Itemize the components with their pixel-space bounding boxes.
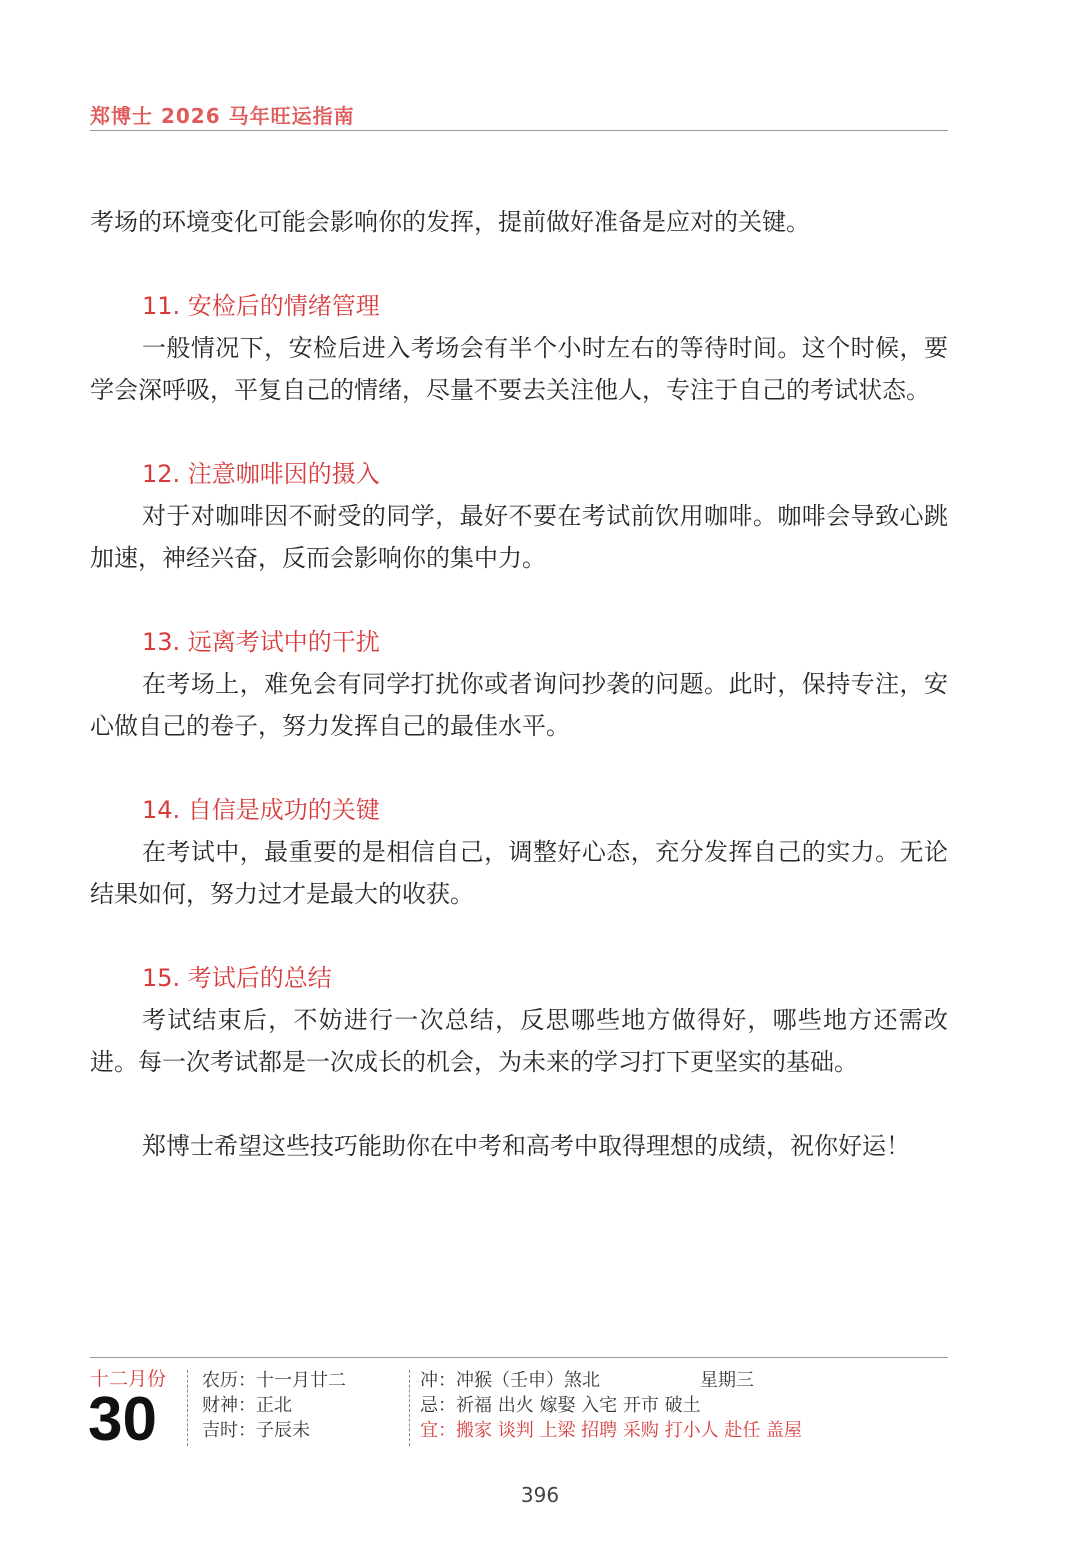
section-title-15: 15. 考试后的总结 [142,964,332,992]
section-title-13: 13. 远离考试中的干扰 [142,628,380,656]
wealth-god: 财神：正北 [202,1395,292,1416]
footer-info-col1 [202,1368,346,1443]
closing-paragraph: 郑博士希望这些技巧能助你在中考和高考中取得理想的成绩，祝你好运！ [142,1132,910,1160]
lucky-hours: 吉时：子辰未 [202,1420,310,1441]
section-title-14: 14. 自信是成功的关键 [142,796,380,824]
page-number: 396 [520,1483,560,1507]
header-title: 郑博士 2026 马年旺运指南 [90,104,355,128]
calendar-day: 30 [88,1385,157,1454]
suitable-info: 宜：搬家 谈判 上梁 招聘 采购 打小人 赴任 盖屋 [420,1420,803,1441]
section-text-14: 在考试中，最重要的是相信自己，调整好心态，充分发挥自己的实力。无论结果如何，努力过才是最大的收获。 [90,838,948,908]
section-text-13: 在考场上，难免会有同学打扰你或者询问抄袭的问题。此时，保持专注，安心做自己的卷子，努力发挥自己的最佳水平。 [90,670,948,740]
section-title-12: 12. 注意咖啡因的摄入 [142,460,380,488]
avoid-info: 忌：祈福 出火 嫁娶 入宅 开市 破土 [420,1395,701,1416]
calendar-month: 十二月份 [90,1368,167,1390]
section-title-11: 11. 安检后的情绪管理 [142,292,380,320]
page-header [90,96,948,131]
footer-divider [90,1357,948,1358]
section-text-11: 一般情况下，安检后进入考场会有半个小时左右的等待时间。这个时候，要学会深呼吸，平复自己的情绪，尽量不要去关注他人，专注于自己的考试状态。 [90,334,948,404]
section-text-12: 对于对咖啡因不耐受的同学，最好不要在考试前饮用咖啡。咖啡会导致心跳加速，神经兴奋，反而会影响你的集中力。 [90,502,948,572]
intro-paragraph: 考场的环境变化可能会影响你的发挥，提前做好准备是应对的关键。 [90,208,810,236]
weekday: 星期三 [700,1370,754,1391]
lunar-date: 农历：十一月廿二 [202,1370,346,1391]
clash-info: 冲：冲猴（壬申）煞北 [420,1370,600,1391]
section-text-15: 考试结束后，不妨进行一次总结，反思哪些地方做得好，哪些地方还需改进。每一次考试都是一次成长的机会，为未来的学习打下更坚实的基础。 [90,1006,948,1076]
footer-dashed-divider-2 [409,1370,410,1446]
footer-dashed-divider-1 [187,1370,188,1446]
